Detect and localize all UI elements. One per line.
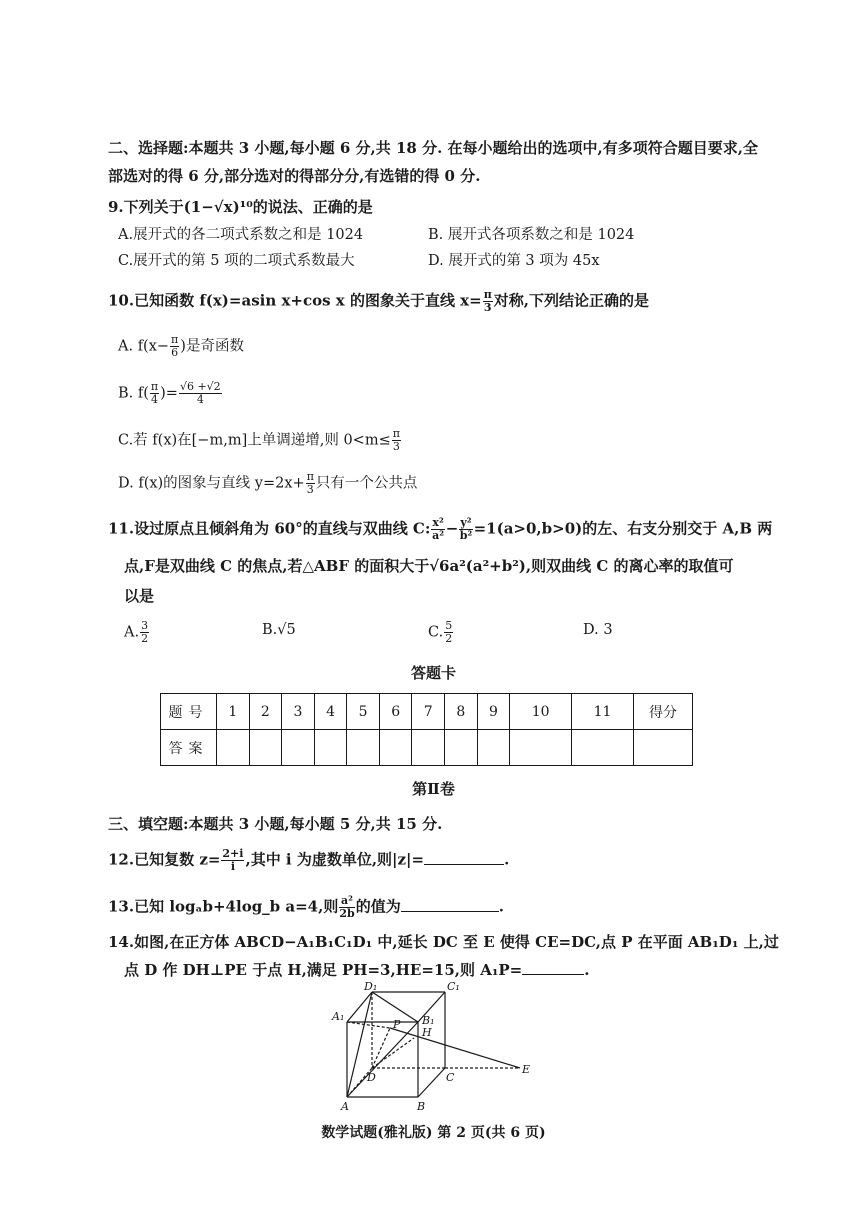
question-number-label: 题号	[161, 694, 217, 730]
q9-option-a: A.展开式的各二项式系数之和是 1024	[118, 227, 364, 243]
q14-line1: 14.如图,在正方体 ABCD−A₁B₁C₁D₁ 中,延长 DC 至 E 使得 CE=DC,点 P 在平面 AB₁D₁ 上,过	[108, 933, 779, 951]
q11-option-b: B.√5	[262, 622, 296, 638]
answer-card-table	[160, 693, 693, 766]
q9-option-d: D. 展开式的第 3 项为 45x	[428, 253, 600, 269]
question-number-cell: 3	[282, 694, 315, 730]
label-a1: A₁	[332, 1010, 345, 1023]
q10-option-a: A. f(x− $\frac{\pi}{6}$ )是奇函数	[118, 333, 244, 359]
answer-cell[interactable]	[379, 730, 412, 766]
segment-p-e	[390, 1028, 520, 1068]
q10-option-d: D. f(x)的图象与直线 y=2x+ $\frac{\pi}{3}$ 只有一个公共点	[118, 470, 418, 496]
answer-card-header-row	[161, 694, 693, 730]
section2-heading-cont: 部选对的得 6 分,部分选对的得部分分,有选错的得 0 分.	[108, 167, 481, 185]
q14-answer-blank[interactable]	[522, 960, 584, 975]
label-c: C	[446, 1071, 455, 1084]
q10-option-b: B. f( $\frac{\pi}{4}$ )= $\frac{√6 +√2}{4}$	[118, 380, 221, 406]
label-p: P	[393, 1018, 401, 1031]
section3-heading: 三、填空题:本题共 3 小题,每小题 5 分,共 15 分.	[108, 815, 443, 833]
page-footer: 数学试题(雅礼版) 第 2 页(共 6 页)	[321, 1125, 546, 1141]
q10-stem: 10.已知函数 f(x)=asin x+cos x 的图象关于直线 x= $\frac{\pi}{3}$ 对称,下列结论正确的是	[108, 288, 649, 314]
fraction: $\frac{\pi}{3}$	[483, 288, 492, 314]
q11-option-c: C. $\frac{5}{2}$	[428, 619, 453, 645]
q9-stem: 9.下列关于(1−√x)¹⁰的说法、正确的是	[108, 198, 373, 216]
label-d: D	[367, 1071, 376, 1084]
question-number-cell: 6	[379, 694, 412, 730]
question-number-cell: 5	[347, 694, 380, 730]
q14-line2: 点 D 作 DH⊥PE 于点 H,满足 PH=3,HE=15,则 A₁P= .	[124, 961, 590, 979]
label-b1: B₁	[422, 1014, 435, 1027]
question-number-cell: 1	[217, 694, 250, 730]
segment-a1-p	[347, 1022, 390, 1028]
answer-cell[interactable]	[314, 730, 347, 766]
volume-2-title: 第Ⅱ卷	[412, 780, 455, 798]
answer-card-title: 答题卡	[410, 664, 456, 682]
answer-cell[interactable]	[249, 730, 282, 766]
answer-card-answer-row	[161, 730, 693, 766]
question-number-cell: 10	[510, 694, 572, 730]
q11-option-d: D. 3	[583, 622, 613, 638]
question-number-cell: 4	[314, 694, 347, 730]
cube-figure	[320, 980, 550, 1115]
q12: 12.已知复数 z= $\frac{2+i}{i}$ ,其中 i 为虚数单位,则|z|= .	[108, 847, 510, 873]
label-h: H	[422, 1026, 432, 1039]
label-d1: D₁	[364, 980, 378, 993]
answer-cell[interactable]	[572, 730, 634, 766]
score-label: 得分	[634, 694, 693, 730]
q9-option-c: C.展开式的第 5 项的二项式系数最大	[118, 253, 355, 269]
answer-cell[interactable]	[445, 730, 478, 766]
answer-cell[interactable]	[510, 730, 572, 766]
section2-heading: 二、选择题:本题共 3 小题,每小题 6 分,共 18 分. 在每小题给出的选项中,有多项符合题目要求,全	[108, 139, 758, 157]
question-number-cell: 7	[412, 694, 445, 730]
question-number-cell: 11	[572, 694, 634, 730]
score-cell[interactable]	[634, 730, 693, 766]
label-b: B	[417, 1100, 426, 1113]
answer-cell[interactable]	[477, 730, 510, 766]
q11-line2: 点,F是双曲线 C 的焦点,若△ABF 的面积大于√6a²(a²+b²),则双曲线 C 的离心率的取值可	[124, 557, 734, 575]
label-c1: C₁	[447, 980, 460, 993]
q11-stem: 11.设过原点且倾斜角为 60°的直线与双曲线 C: $\frac{\text{x²}}{\text{a²}}$ − $\frac{\text{y²}}{\text{b²}}$ =1(a>0,b>0)的左、右支分别交于 A,B 两	[108, 516, 773, 542]
label-e: E	[522, 1063, 531, 1076]
edge-b-c	[418, 1068, 445, 1097]
answer-cell[interactable]	[217, 730, 250, 766]
answer-cell[interactable]	[282, 730, 315, 766]
q11-option-a: A. $\frac{3}{2}$	[124, 619, 149, 645]
q12-answer-blank[interactable]	[424, 850, 504, 865]
q10-option-c: C.若 f(x)在[−m,m]上单调递增,则 0<m≤ $\frac{\pi}{3}$	[118, 427, 400, 453]
q11-line3: 以是	[124, 587, 155, 605]
answer-label: 答案	[161, 730, 217, 766]
answer-cell[interactable]	[347, 730, 380, 766]
answer-cell[interactable]	[412, 730, 445, 766]
label-a: A	[341, 1100, 349, 1113]
question-number-cell: 9	[477, 694, 510, 730]
q13: 13.已知 logₐb+4log_b a=4,则 $\frac{\text{a²}}{2b}$ 的值为 .	[108, 894, 504, 920]
question-number-cell: 2	[249, 694, 282, 730]
q13-answer-blank[interactable]	[401, 897, 499, 912]
q9-option-b: B. 展开式各项系数之和是 1024	[428, 227, 635, 243]
question-number-cell: 8	[445, 694, 478, 730]
